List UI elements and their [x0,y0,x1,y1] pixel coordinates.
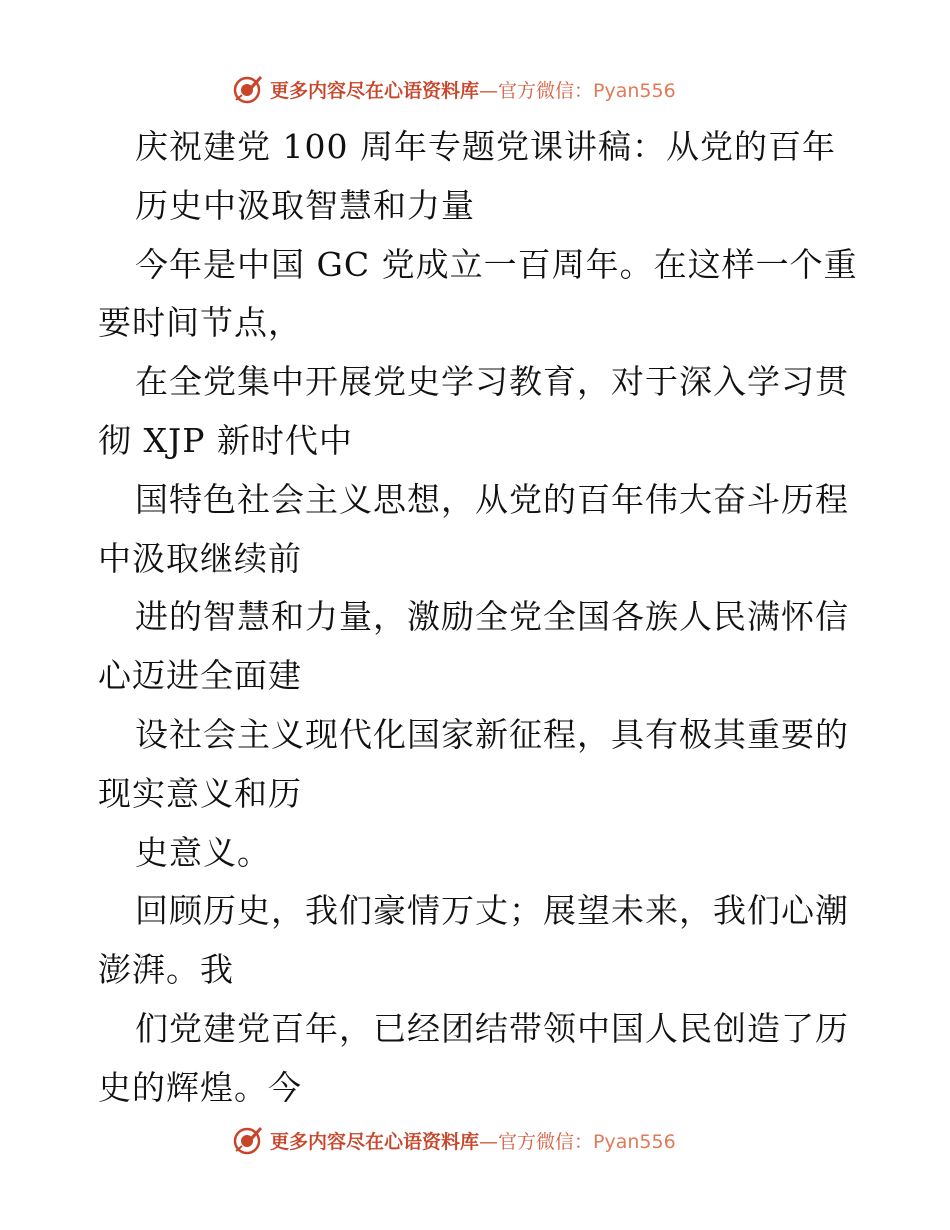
watermark-separator: — [479,79,499,102]
watermark-text [270,76,676,103]
document-body [98,118,858,1118]
document-title-line-2: 历史中汲取智慧和力量 [135,185,475,225]
paragraph-line: 国特色社会主义思想，从党的百年伟大奋斗历程 [135,479,849,519]
watermark-brand: 更多内容尽在心语资料库 [270,79,480,102]
watermark-wechat-id: Pyan556 [593,1130,676,1153]
paragraph-line: 彻 XJP 新时代中 [98,420,353,460]
watermark-contact-label: 官方微信： [498,1130,594,1153]
paragraph-line: 们党建党百年，已经团结带领中国人民创造了历 [135,1008,849,1048]
paragraph-line: 史意义。 [135,832,271,872]
paragraph-line: 心迈进全面建 [98,656,302,696]
quill-logo-icon [232,1124,264,1156]
paragraph-line: 回顾历史，我们豪情万丈；展望未来，我们心潮 [135,891,849,931]
paragraph-line: 史的辉煌。今 [98,1067,302,1107]
paragraph-line: 在全党集中开展党史学习教育，对于深入学习贯 [135,362,849,402]
watermark-text [270,1127,676,1154]
paragraph-line: 进的智慧和力量，激励全党全国各族人民满怀信 [135,597,849,637]
paragraph-line: 今年是中国 GC 党成立一百周年。在这样一个重 [135,244,858,284]
watermark-contact-label: 官方微信： [498,79,594,102]
footer-watermark-banner [232,1123,712,1157]
document-title-line-1: 庆祝建党 100 周年专题党课讲稿：从党的百年 [135,127,836,166]
paragraph-line: 设社会主义现代化国家新征程，具有极其重要的 [135,714,849,754]
watermark-wechat-id: Pyan556 [593,79,676,102]
paragraph-line: 中汲取继续前 [98,538,302,578]
header-watermark-banner [232,72,712,106]
paragraph-line: 现实意义和历 [98,773,302,813]
watermark-brand: 更多内容尽在心语资料库 [270,1130,480,1153]
paragraph-line: 澎湃。我 [98,950,234,990]
paragraph-line: 要时间节点， [98,303,302,343]
quill-logo-icon [232,73,264,105]
watermark-separator: — [479,1130,499,1153]
